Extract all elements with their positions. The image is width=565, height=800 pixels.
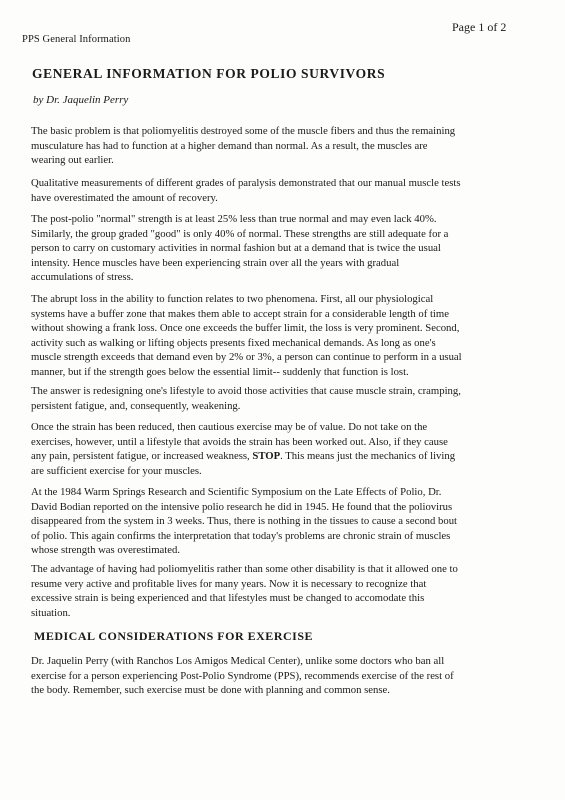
paragraph-line: resume very active and profitable lives for many years. Now it is necessary to recognize that (31, 577, 427, 590)
paragraph-warm-springs (31, 485, 539, 558)
paragraph-medical-considerations (31, 654, 539, 698)
paragraph-line: The advantage of having had poliomyelitis rather than some other disability is that it allowed one to (31, 563, 458, 575)
paragraph-line: without showing a frank loss. Once one exceeds the buffer limit, the loss is very prominent. Second, (31, 322, 460, 335)
paragraph-line: musculature has had to function at a higher demand than normal. As a result, the muscles are (31, 139, 428, 152)
author-byline: by Dr. Jaquelin Perry (33, 94, 129, 106)
paragraph-line: intensity. Hence muscles have been experiencing strain over all the years with gradual (31, 256, 400, 269)
paragraph-line: systems have a buffer zone that makes them able to accept strain for a considerable length of time (31, 307, 449, 320)
paragraph-line: The post-polio "normal" strength is at least 25% less than true normal and may even lack 40%. (31, 213, 437, 225)
paragraph-line: Once the strain has been reduced, then cautious exercise may be of value. Do not take on the (31, 421, 428, 433)
paragraph-line: activity such as walking or lifting objects presents fixed mechanical demands. As long as one's (31, 336, 436, 349)
paragraph-line: Qualitative measurements of different grades of paralysis demonstrated that our manual muscle tests (31, 177, 461, 189)
paragraph-line-with-stop: any pain, persistent fatigue, or increased weakness, STOP. This means just the mechanics of living (31, 450, 456, 463)
paragraph-line: muscle strength exceeds that demand even by 2% or 3%, a person can continue to perform in a usual (31, 351, 462, 364)
header-document-name: PPS General Information (22, 34, 131, 45)
paragraph-line: Similarly, the group graded "good" is only 40% of normal. These strengths are still adequate for a (31, 227, 449, 240)
paragraph-line: person to carry on customary activities in normal fashion but at a demand that is twice the usual (31, 242, 441, 255)
paragraph-line: persistent fatigue, and, consequently, weakening. (31, 399, 241, 412)
paragraph-line: excessive strain is being experienced and that lifestyles must be changed to accomodate this (31, 592, 425, 605)
paragraph-line: are sufficient exercise for your muscles. (31, 464, 202, 477)
paragraph-basic-problem (31, 124, 539, 168)
paragraph-line: of polio. This again confirms the interpretation that today's problems are chronic strain of muscles (31, 529, 451, 542)
paragraph-line: whose strength was overestimated. (31, 544, 180, 557)
paragraph-line: David Bodian reported on the intensive polio research he did in 1945. He found that the poliovirus (31, 500, 453, 513)
paragraph-line: situation. (31, 606, 71, 619)
paragraph-abrupt-loss (31, 292, 539, 380)
paragraph-line: The abrupt loss in the ability to function relates to two phenomena. First, all our physiological (31, 293, 434, 305)
document-title: GENERAL INFORMATION FOR POLIO SURVIVORS (32, 66, 386, 81)
paragraph-line: Dr. Jaquelin Perry (with Ranchos Los Amigos Medical Center), unlike some doctors who ban all (31, 655, 445, 667)
paragraph-normal-strength (31, 212, 539, 285)
paragraph-line: exercise for a person experiencing Post-Polio Syndrome (PPS), recommends exercise of the rest of (31, 669, 454, 682)
paragraph-line: disappeared from the system in 3 weeks. Thus, there is nothing in the tissues to cause a second bout (31, 515, 458, 528)
paragraph-answer (31, 384, 539, 413)
paragraph-line: have overestimated the amount of recovery. (31, 191, 218, 204)
paragraph-line: wearing out earlier. (31, 154, 114, 167)
emphasis-stop: STOP (252, 450, 281, 463)
paragraph-line: the body. Remember, such exercise must be done with planning and common sense. (31, 684, 390, 697)
paragraph-cautious-exercise (31, 420, 539, 478)
paragraph-line: exercises, however, until a lifestyle that avoids the strain has been worked out. Also, if they cause (31, 435, 448, 448)
paragraph-line: The answer is redesigning one's lifestyle to avoid those activities that cause muscle strain, cramping, (31, 385, 461, 397)
paragraph-line: manner, but if the strength goes below the essential limit-- suddenly that function is lost. (31, 365, 409, 378)
paragraph-qualitative (31, 176, 539, 205)
paragraph-line: accumulations of stress. (31, 271, 134, 284)
paragraph-line: The basic problem is that poliomyelitis destroyed some of the muscle fibers and thus the remaining (31, 125, 456, 137)
section-heading-medical: MEDICAL CONSIDERATIONS FOR EXERCISE (34, 629, 313, 643)
paragraph-advantage (31, 562, 539, 620)
header-page-number: Page 1 of 2 (452, 20, 507, 34)
paragraph-line: At the 1984 Warm Springs Research and Scientific Symposium on the Late Effects of Polio, Dr. (31, 486, 442, 498)
